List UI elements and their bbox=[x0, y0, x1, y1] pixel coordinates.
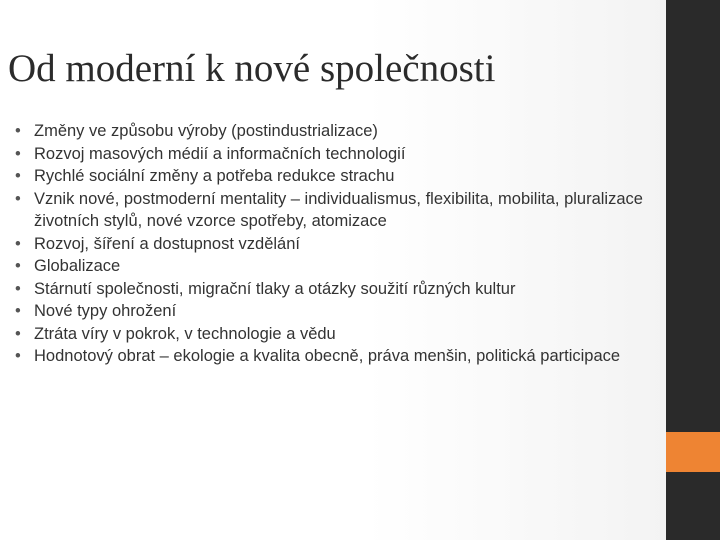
bullet-list bbox=[0, 120, 660, 368]
slide-title: Od moderní k nové společnosti bbox=[8, 47, 496, 90]
bullet-item: • Rychlé sociální změny a potřeba redukce strachu bbox=[0, 165, 660, 188]
bullet-item: • Hodnotový obrat – ekologie a kvalita obecně, práva menšin, politická participace bbox=[0, 345, 660, 368]
bullet-item: • Rozvoj, šíření a dostupnost vzdělání bbox=[0, 233, 660, 256]
bullet-item: • Stárnutí společnosti, migrační tlaky a otázky soužití různých kultur bbox=[0, 278, 660, 301]
accent-block bbox=[666, 432, 720, 472]
bullet-item: • Globalizace bbox=[0, 255, 660, 278]
bullet-item: • Ztráta víry v pokrok, v technologie a vědu bbox=[0, 323, 660, 346]
bullet-item: • Rozvoj masových médií a informačních technologií bbox=[0, 143, 660, 166]
bullet-item: • Změny ve způsobu výroby (postindustrializace) bbox=[0, 120, 660, 143]
bullet-item: • Nové typy ohrožení bbox=[0, 300, 660, 323]
bullet-item: • Vznik nové, postmoderní mentality – individualismus, flexibilita, mobilita, pluralizace životních stylů, nové vzorce spotřeby, atomizace bbox=[0, 188, 660, 233]
